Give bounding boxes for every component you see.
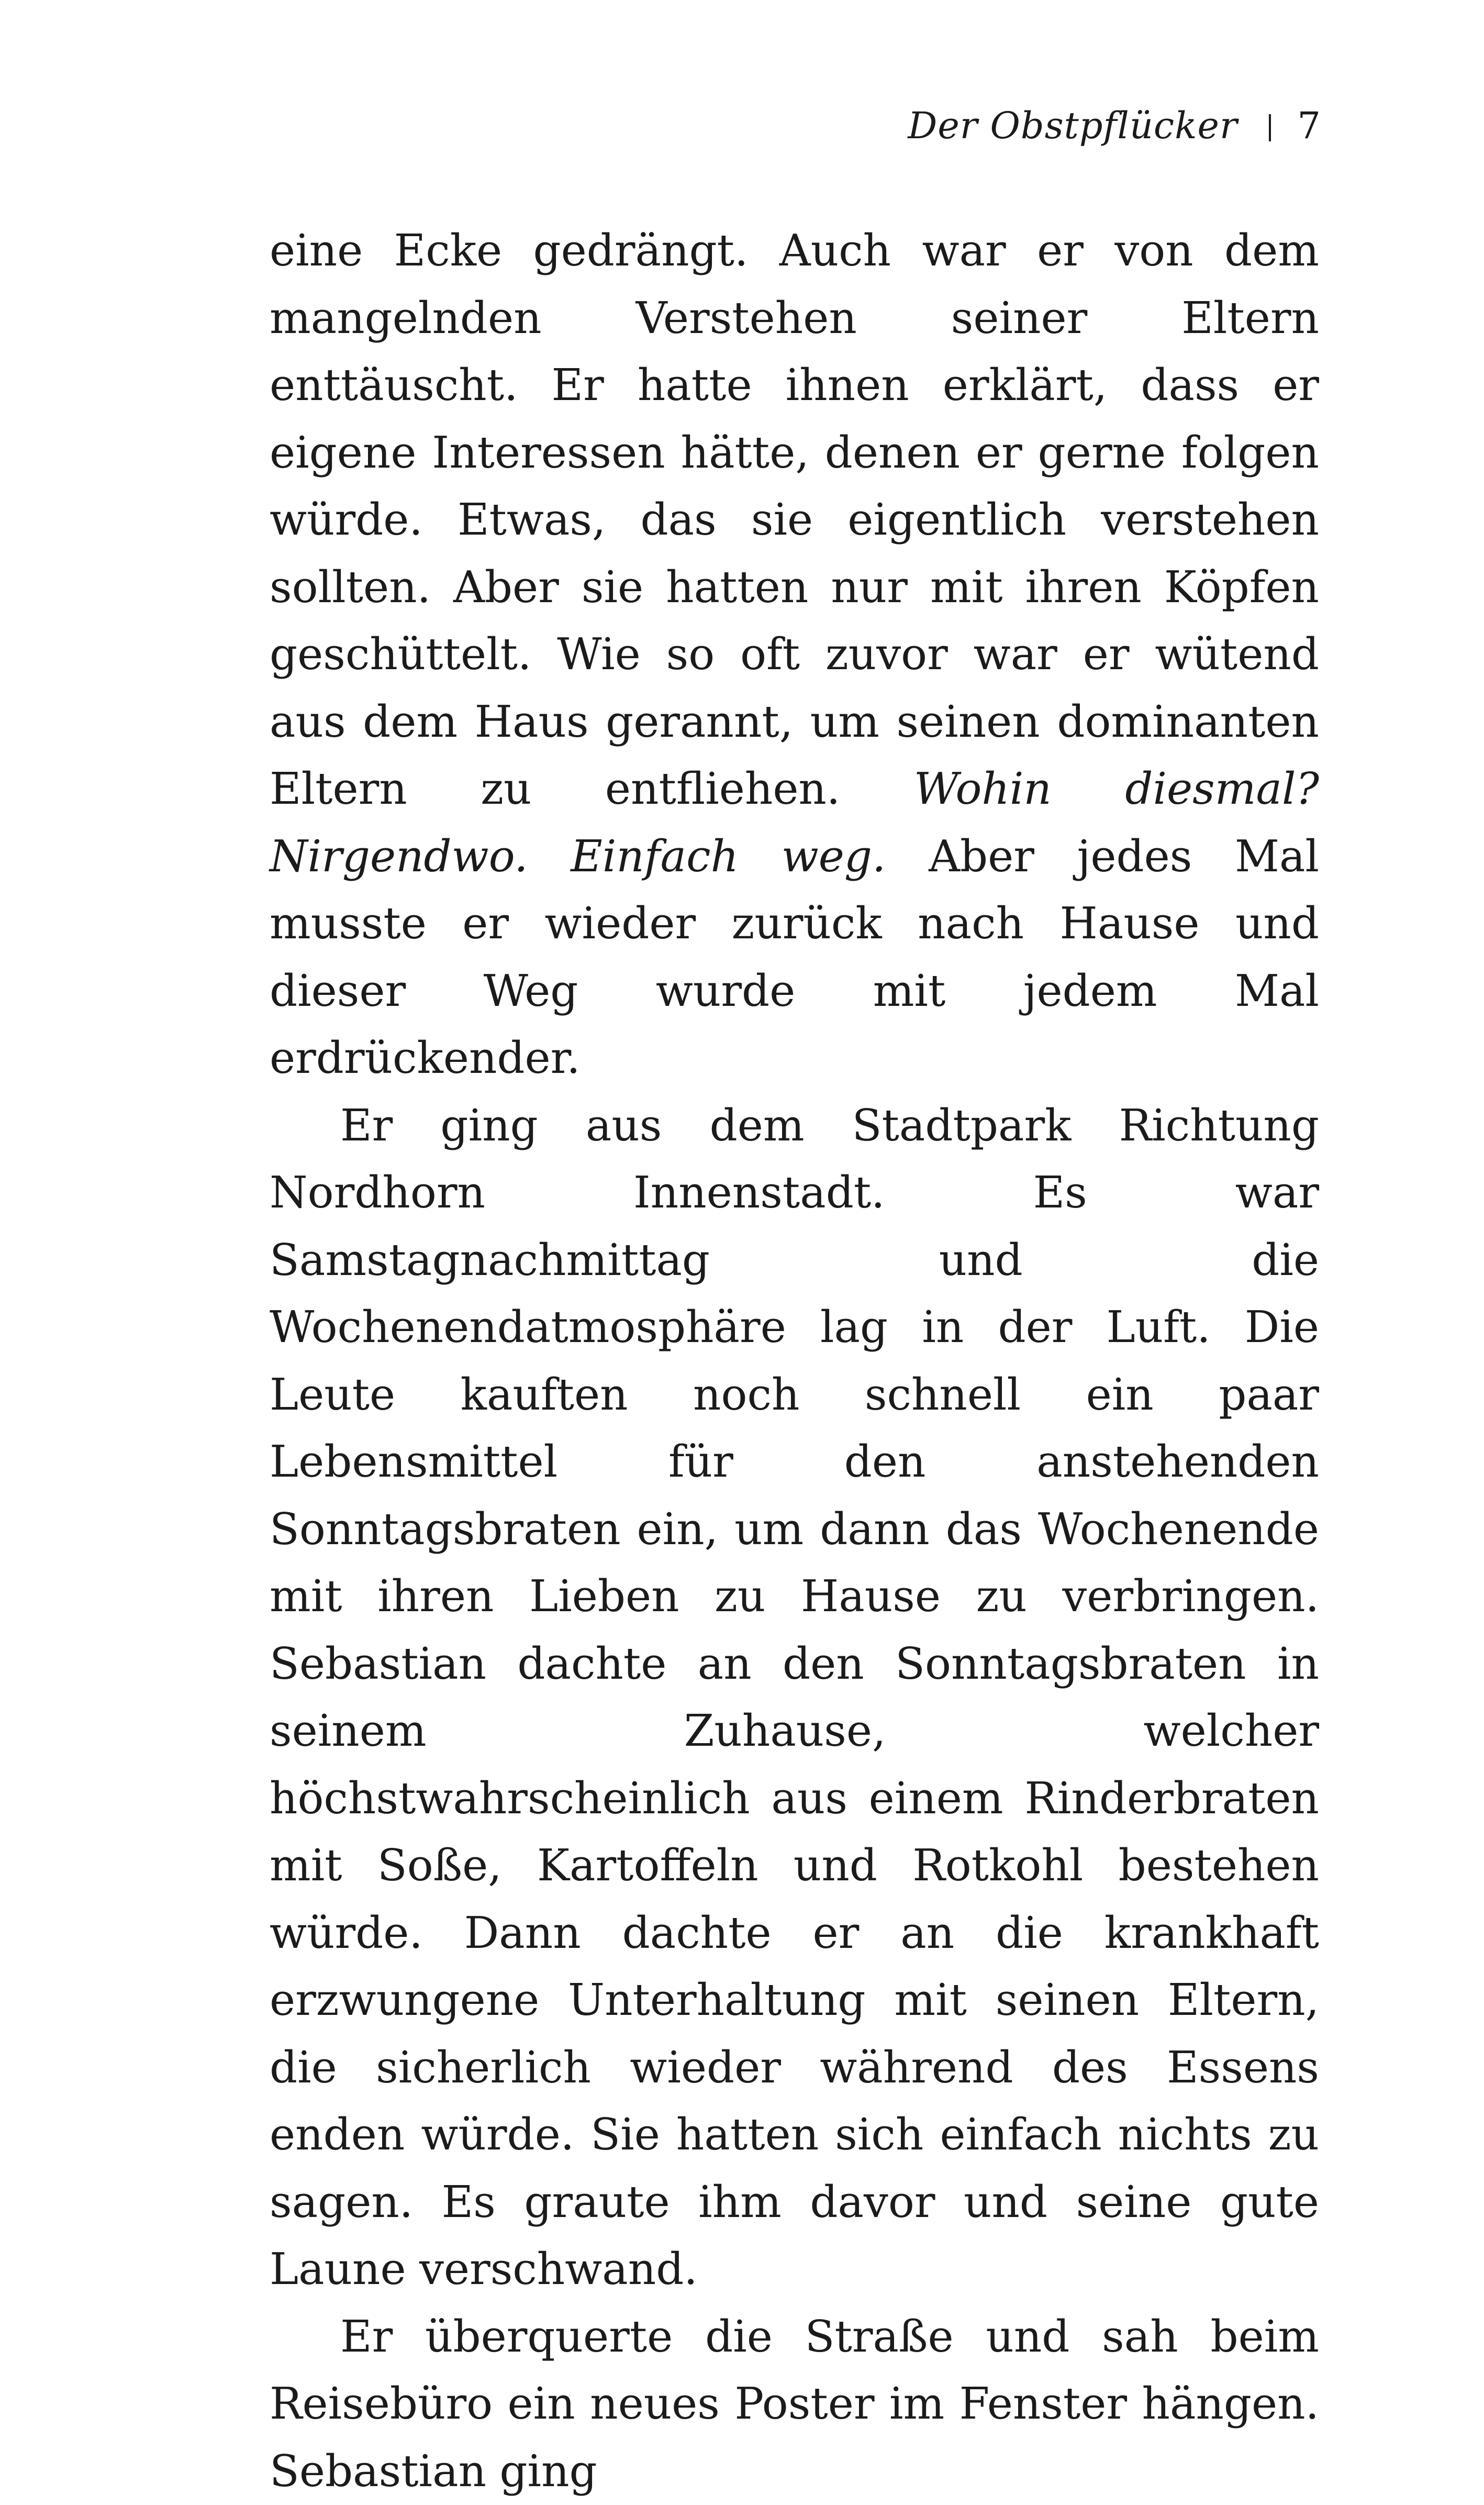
running-header (908, 107, 1321, 144)
header-separator (1269, 114, 1271, 141)
body-text (270, 217, 1319, 2505)
paragraph-1-italic-text: Wohin diesmal? Nirgendwo. Einfach weg. (270, 763, 1319, 882)
paragraph-1-text-a: eine Ecke gedrängt. Auch war er von dem mangelnden Verstehen seiner Eltern enttäuscht. Er hatte ihnen erklärt, dass er eigene Interessen hätte, denen er gerne folgen würde. Etwas, das sie eigentlich verstehen sollten. Aber sie hatten nur mit ihren Köpfen geschüttelt. Wie so oft zuvor war er wütend aus dem Haus gerannt, um seinen dominanten Eltern zu entfliehen. (270, 225, 1319, 814)
paragraph-1-text-b: Aber jedes Mal musste er wieder zurück nach Hause und dieser Weg wurde mit jedem Mal erdrückender. (270, 831, 1319, 1084)
running-title: Der Obstpflücker (908, 107, 1237, 144)
page-number: 7 (1297, 107, 1321, 144)
paragraph-2: Er ging aus dem Stadtpark Richtung Nordhorn Innenstadt. Es war Samstagnachmittag und die Wochenendatmosphäre lag in der Luft. Die Leute kauften noch schnell ein paar Lebensmittel für den anstehenden Sonntagsbraten ein, um dann das Wochenende mit ihren Lieben zu Hause zu verbringen. Sebastian dachte an den Sonntagsbraten in seinem Zuhause, welcher höchstwahrscheinlich aus einem Rinderbraten mit Soße, Kartoffeln und Rotkohl bestehen würde. Dann dachte er an die krankhaft erzwungene Unterhaltung mit seinen Eltern, die sicherlich wieder während des Essens enden würde. Sie hatten sich einfach nichts zu sagen. Es graute ihm davor und seine gute Laune verschwand. (270, 1092, 1319, 2303)
paragraph-1 (270, 217, 1319, 1092)
paragraph-3: Er überquerte die Straße und sah beim Reisebüro ein neues Poster im Fenster hängen. Sebastian ging (270, 2303, 1319, 2505)
